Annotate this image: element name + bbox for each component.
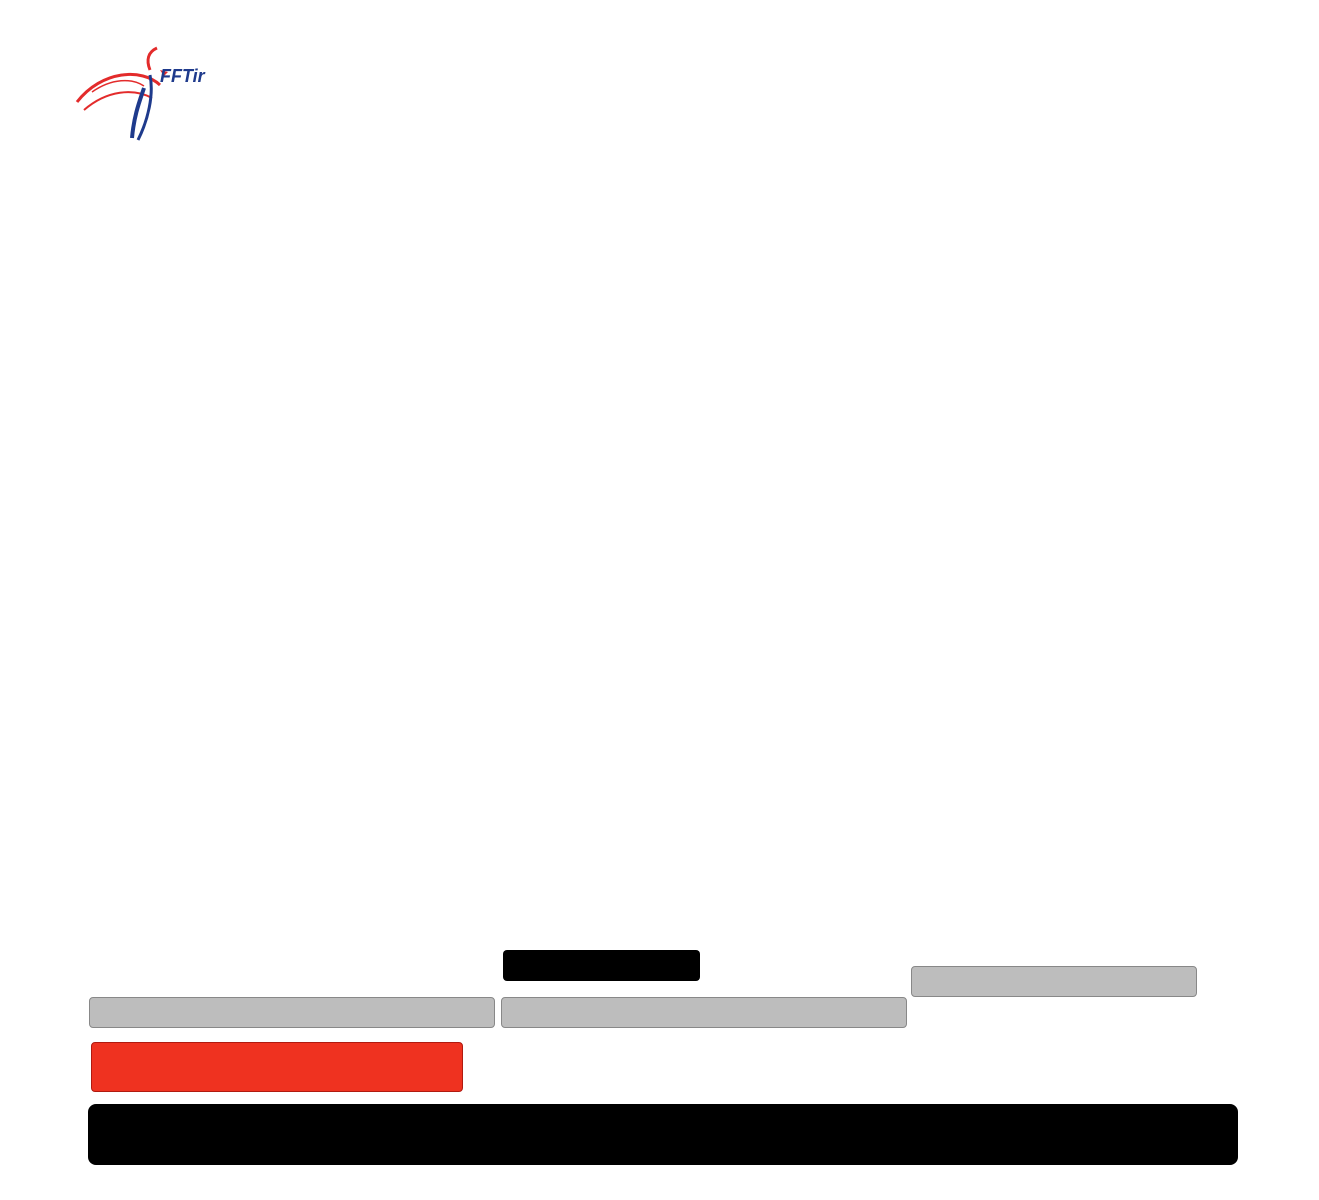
attention-banner xyxy=(88,1104,1238,1165)
svg-text:FFTir: FFTir xyxy=(160,66,205,86)
medals-saturday xyxy=(501,997,907,1028)
medals-friday xyxy=(89,997,495,1028)
equipment-control-notice xyxy=(91,1042,463,1092)
finale-block xyxy=(503,950,700,981)
fftir-logo xyxy=(72,40,232,145)
medals-sunday xyxy=(911,966,1197,997)
